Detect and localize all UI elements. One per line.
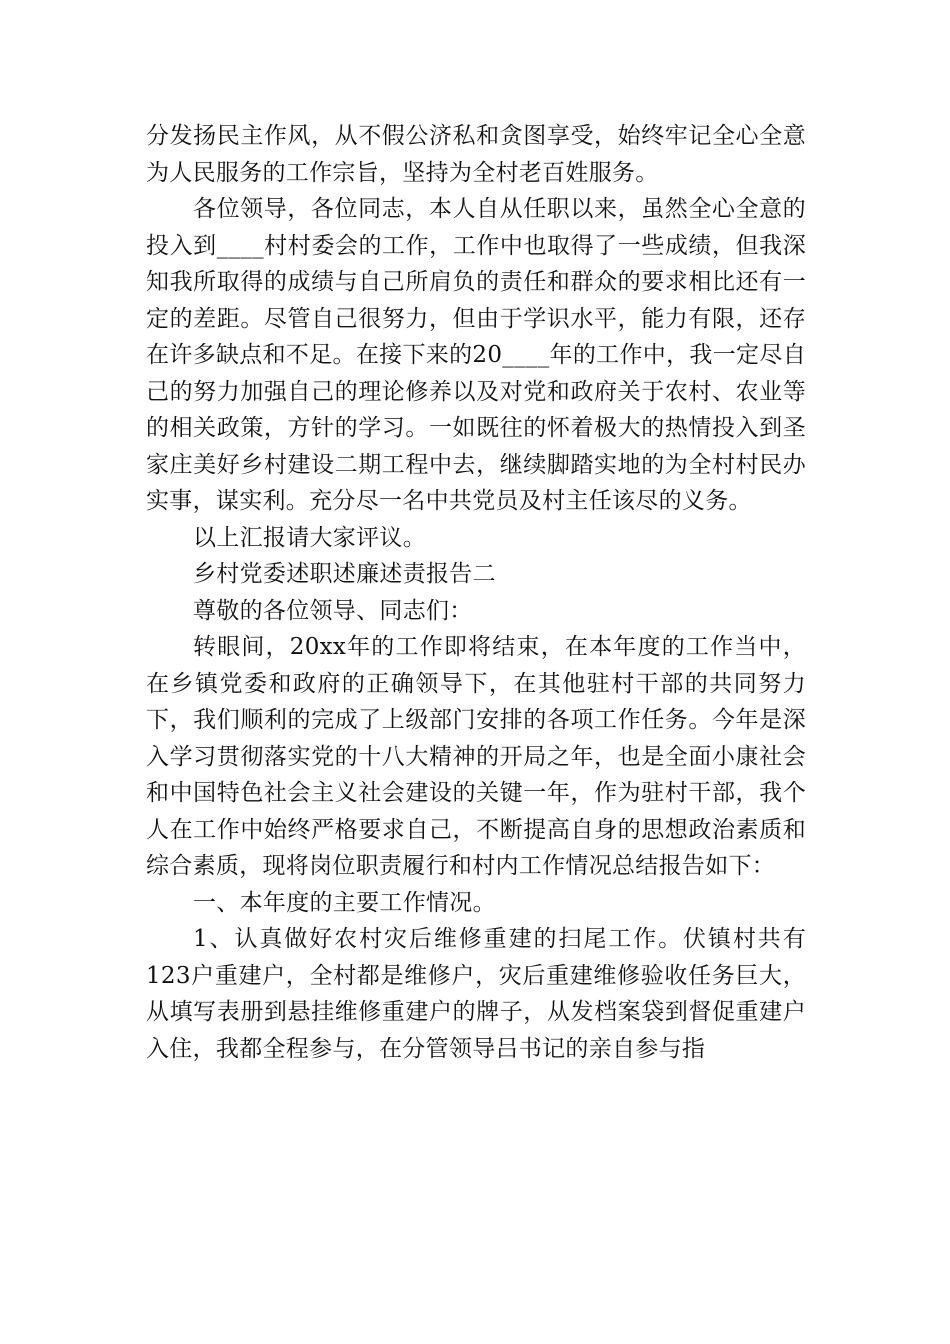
paragraph-2: 各位领导，各位同志，本人自从任职以来，虽然全心全意的投入到____村村委会的工作，工作中也取得了一些成绩，但我深知我所取得的成绩与自己所肩负的责任和群众的要求相比还有一定的差距。尽管自己很努力，但由于学识水平，能力有限，还存在许多缺点和不足。在接下来的20____年的工作中，我一定尽自己的努力加强自己的理论修养以及对党和政府关于农村、农业等的相关政策，方针的学习。一如既往的怀着极大的热情投入到圣家庄美好乡村建设二期工程中去，继续脚踏实地的为全村村民办实事，谋实利。充分尽一名中共党员及村主任该尽的义务。 [146, 196, 806, 514]
section-heading: 乡村党委述职述廉述责报告二 [193, 561, 496, 587]
paragraph-3: 以上汇报请大家评议。 [193, 524, 426, 551]
paragraph-6: 转眼间，20xx年的工作即将结束，在本年度的工作当中，在乡镇党委和政府的正确领导下，在其他驻村干部的共同努力下，我们顺利的完成了上级部门安排的各项工作任务。今年是深入学习贯彻落实党的十八大精神的开局之年，也是全面小康社会和中国特色社会主义社会建设的关键一年，作为驻村干部，我个人在工作中始终严格要求自己，不断提高自身的思想政治素质和综合素质，现将岗位职责履行和村内工作情况总结报告如下： [146, 634, 806, 879]
subheading-1: 一、本年度的主要工作情况。 [193, 889, 496, 916]
salutation: 尊敬的各位领导、同志们： [193, 597, 473, 624]
document-body [146, 118, 806, 1067]
paragraph-8: 1、认真做好农村灾后维修重建的扫尾工作。伏镇村共有123户重建户，全村都是维修户，灾后重建维修验收任务巨大，从填写表册到悬挂维修重建户的牌子，从发档案袋到督促重建户入住，我都全程参与，在分管领导吕书记的亲自参与指 [146, 926, 806, 1062]
paragraph-1: 分发扬民主作风，从不假公济私和贪图享受，始终牢记全心全意为人民服务的工作宗旨，坚持为全村老百姓服务。 [146, 123, 806, 186]
